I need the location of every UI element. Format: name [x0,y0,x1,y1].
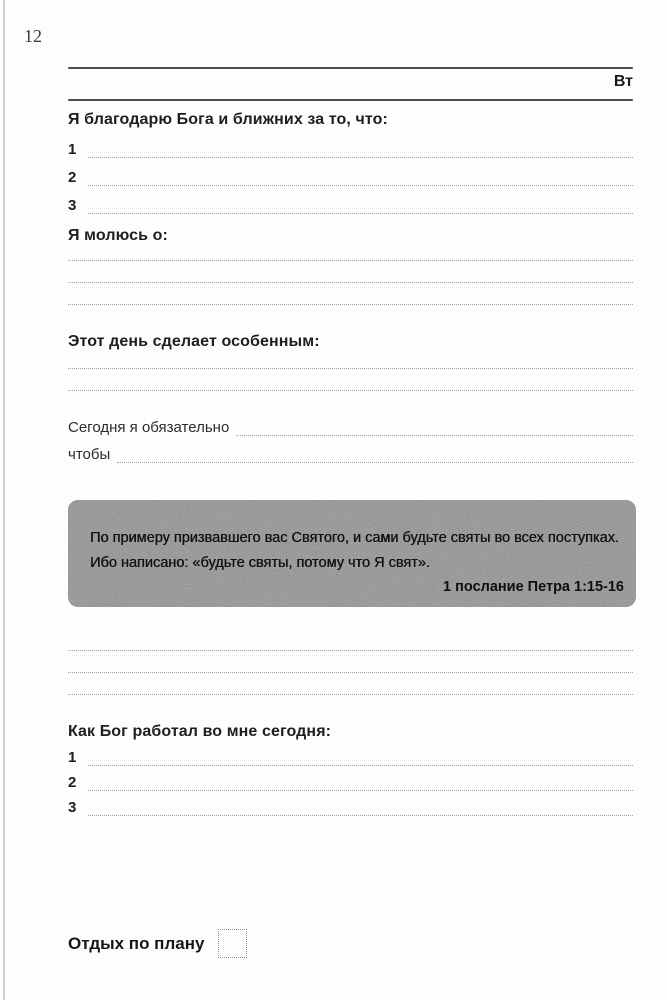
writing-line[interactable] [68,694,633,695]
gratitude-row-2 [68,168,633,186]
writing-line[interactable] [88,199,633,214]
rest-plan-row [68,929,247,958]
header-rule-top [68,67,633,69]
writing-line[interactable] [88,801,633,816]
day-of-week-label: Вт [613,73,633,90]
scripture-reference: 1 послание Петра 1:15-16 [443,578,624,595]
writing-line[interactable] [68,650,633,651]
list-number: 2 [68,169,77,186]
rest-checkbox[interactable] [218,929,247,958]
list-number: 1 [68,749,77,766]
commitment-label-1: Сегодня я обязательно [68,419,230,436]
god-work-row-1 [68,748,633,766]
gratitude-heading: Я благодарю Бога и ближних за то, что: [68,111,388,128]
header-rule-bottom [68,99,633,101]
writing-line[interactable] [88,171,633,186]
list-number: 3 [68,799,77,816]
writing-line[interactable] [68,304,633,305]
writing-line[interactable] [236,421,633,436]
writing-line[interactable] [117,448,633,463]
quote-line-1: По примеру призвавшего вас Святого, и сами будьте святы во всех поступках. [90,530,619,546]
list-number: 1 [68,141,77,158]
list-number: 2 [68,774,77,791]
quote-line-2: Ибо написано: «будьте святы, потому что Я свят». [90,555,430,572]
prayer-heading: Я молюсь о: [68,227,168,244]
god-work-row-2 [68,773,633,791]
special-day-heading: Этот день сделает особенным: [68,333,320,350]
list-number: 3 [68,197,77,214]
god-work-heading: Как Бог работал во мне сегодня: [68,723,332,740]
writing-line[interactable] [68,368,633,369]
scan-edge-artifact [3,0,5,1000]
writing-line[interactable] [68,260,633,261]
god-work-row-3 [68,798,633,816]
gratitude-row-1 [68,140,633,158]
writing-line[interactable] [88,751,633,766]
commitment-row-2 [68,445,633,463]
scripture-quote-text [68,500,636,577]
writing-line[interactable] [68,390,633,391]
scripture-quote-box [68,500,636,607]
writing-line[interactable] [68,282,633,283]
writing-line[interactable] [88,143,633,158]
commitment-row-1 [68,418,633,436]
writing-line[interactable] [68,672,633,673]
page-number: 12 [24,26,42,46]
gratitude-row-3 [68,196,633,214]
commitment-label-2: чтобы [68,446,111,463]
rest-plan-label: Отдых по плану [68,933,205,953]
writing-line[interactable] [88,776,633,791]
